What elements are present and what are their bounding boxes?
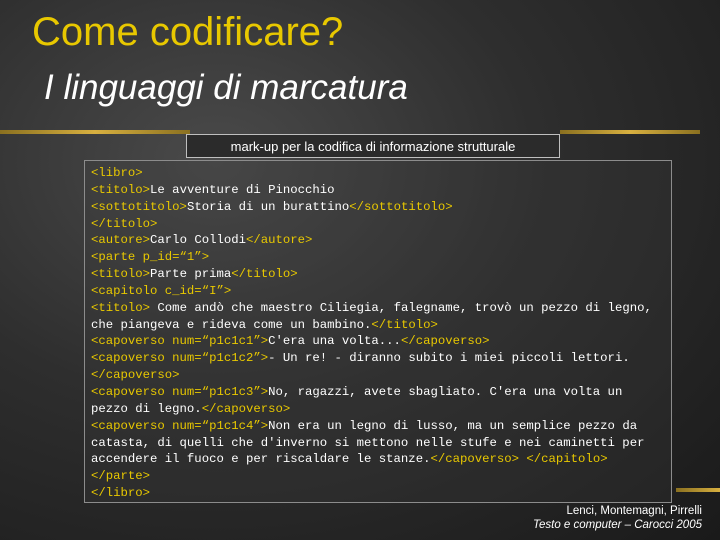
decorative-rule-right (560, 130, 700, 134)
caption-box (186, 134, 560, 158)
markup-tag: <capitolo c_id=“I”> (91, 283, 232, 298)
markup-text: C'era una volta... (268, 334, 401, 349)
markup-tag: </sottotitolo> (349, 199, 453, 214)
markup-tag: </titolo> (371, 317, 438, 332)
footer-source: Testo e computer – Carocci 2005 (533, 519, 702, 531)
markup-text: No, ragazzi, avete sbagliato. C'era una volta un pezzo di legno. (91, 384, 630, 416)
markup-tag: <autore> (91, 233, 151, 248)
markup-tag: </capitolo> (526, 452, 608, 467)
markup-tag: <libro> (91, 166, 143, 180)
caption-text: mark-up per la codifica di informazione strutturale (230, 138, 516, 154)
markup-text: Le avventure di Pinocchio (150, 182, 335, 197)
footer-credits (533, 504, 702, 532)
markup-tag: <titolo> (91, 267, 151, 282)
markup-tag: </libro> (91, 486, 151, 501)
markup-tag: <capoverso num=“p1c1c1”> (91, 334, 269, 349)
markup-tag: <capoverso num=“p1c1c3”> (91, 384, 269, 399)
markup-text: - Un re! - diranno subito i miei piccoli lettori. (268, 351, 630, 366)
markup-tag: <titolo> (91, 300, 151, 315)
decorative-rule-left (0, 130, 190, 134)
markup-tag: <capoverso num=“p1c1c2”> (91, 351, 269, 366)
markup-tag: </titolo> (91, 216, 158, 231)
markup-tag: <sottotitolo> (91, 199, 187, 214)
slide-subtitle: I linguaggi di marcatura (44, 68, 408, 107)
slide-title: Come codificare? (32, 10, 344, 54)
markup-tag: </autore> (245, 233, 313, 248)
footer-authors: Lenci, Montemagni, Pirrelli (566, 505, 702, 517)
markup-text: Parte prima (150, 267, 232, 282)
markup-tag: </parte> (91, 469, 151, 484)
markup-text: Carlo Collodi (150, 233, 246, 248)
markup-tag: <parte p_id=“1”> (91, 250, 210, 265)
markup-tag: <titolo> (91, 182, 151, 197)
decorative-rule-bottom (676, 488, 720, 492)
markup-tag: </capoverso> (201, 401, 291, 416)
markup-tag: </capoverso> (400, 334, 490, 349)
markup-tag: </capoverso> (430, 452, 520, 467)
markup-code-block (91, 165, 666, 502)
markup-text: Non era un legno di lusso, ma un semplice pezzo da catasta, di quelli che d'inverno si mettono nelle stufe e nei caminetti per accendere il fuoco e per riscaldare le stanze. (91, 418, 652, 467)
markup-text: Storia di un burattino (186, 199, 350, 214)
markup-tag: <capoverso num=“p1c1c4”> (91, 418, 269, 433)
markup-text: Come andò che maestro Ciliegia, falegname, trovò un pezzo di legno, che piangeva e rideva come un bambino. (91, 300, 660, 332)
markup-tag: </capoverso> (91, 368, 180, 383)
markup-tag: </titolo> (231, 267, 298, 282)
